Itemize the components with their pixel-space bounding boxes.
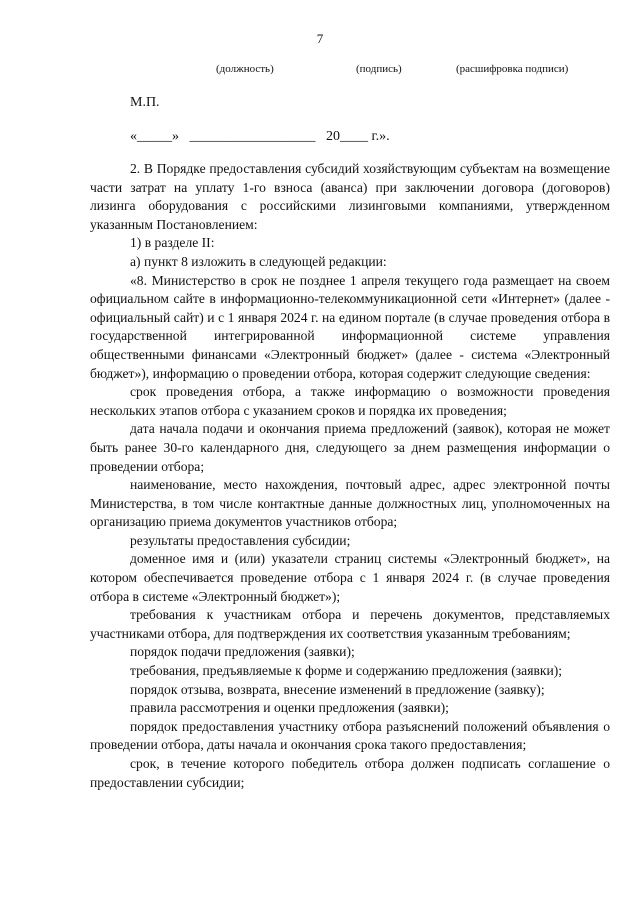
paragraph: требования к участникам отбора и перечень документов, представляемых участниками отбора, для подтверждения их соответствия указанным требованиям;: [90, 607, 610, 641]
paragraph: порядок подачи предложения (заявки);: [130, 644, 355, 660]
paragraph: 2. В Порядке предоставления субсидий хозяйствующим субъектам на возмещение части затрат на уплату 1-го взноса (аванса) при заключении договора (договоров) лизинга оборудования с российскими лизинговыми компаниями, утвержденном указанным Постановлением:: [90, 161, 610, 232]
document-body: [90, 160, 610, 792]
signature-captions: [0, 62, 640, 76]
paragraph: порядок отзыва, возврата, внесение изменений в предложение (заявку);: [130, 681, 545, 697]
paragraph: наименование, место нахождения, почтовый адрес, адрес электронной почты Министерства, в том числе контактные данные должностных лиц, уполномоченных на организацию приема документов участников отбора;: [90, 477, 610, 530]
page-number: 7: [316, 31, 324, 46]
position-caption: (должность): [216, 63, 274, 75]
paragraph: доменное имя и (или) указатели страниц системы «Электронный бюджет», на котором обеспечивается проведение отбора с 1 января 2024 г. (в случае проведения отбора в системе «Электронный бюджет»);: [90, 551, 610, 604]
paragraph: срок, в течение которого победитель отбора должен подписать соглашение о предоставлении субсидии;: [90, 756, 610, 790]
paragraph: порядок предоставления участнику отбора разъяснений положений объявления о проведении отбора, даты начала и окончания срока такого предоставления;: [90, 718, 610, 753]
paragraph: дата начала подачи и окончания приема предложений (заявок), которая не может быть ранее 30-го календарного дня, следующего за днем размещения информации о проведении отбора;: [90, 421, 610, 474]
paragraph: требования, предъявляемые к форме и содержанию предложения (заявки);: [130, 663, 563, 679]
stamp-label: М.П.: [130, 95, 160, 110]
paragraph: результаты предоставления субсидии;: [130, 532, 351, 548]
paragraph: «8. Министерство в срок не позднее 1 апреля текущего года размещает на своем официальном сайте в информационно-телекоммуникационной сети «Интернет» (далее - официальный сайт) и с 1 января 2024 г. на едином портале (в случае проведения отбора в государственной интегрированной информационной системе управления общественными финансами «Электронный бюджет» (далее - система «Электронный бюджет»), информацию о проведении отбора, которая содержит следующие сведения:: [90, 272, 610, 381]
paragraph: 1) в разделе II:: [130, 235, 215, 251]
paragraph: срок проведения отбора, а также информацию о возможности проведения нескольких этапов отбора с указанием сроков и порядка их проведения;: [90, 384, 610, 418]
signature-caption: (подпись): [356, 63, 402, 75]
date-line: «_____» __________________ 20____ г.».: [130, 129, 390, 144]
decoding-caption: (расшифровка подписи): [456, 63, 569, 75]
paragraph: правила рассмотрения и оценки предложения (заявки);: [130, 700, 449, 716]
paragraph: а) пункт 8 изложить в следующей редакции:: [130, 253, 387, 269]
